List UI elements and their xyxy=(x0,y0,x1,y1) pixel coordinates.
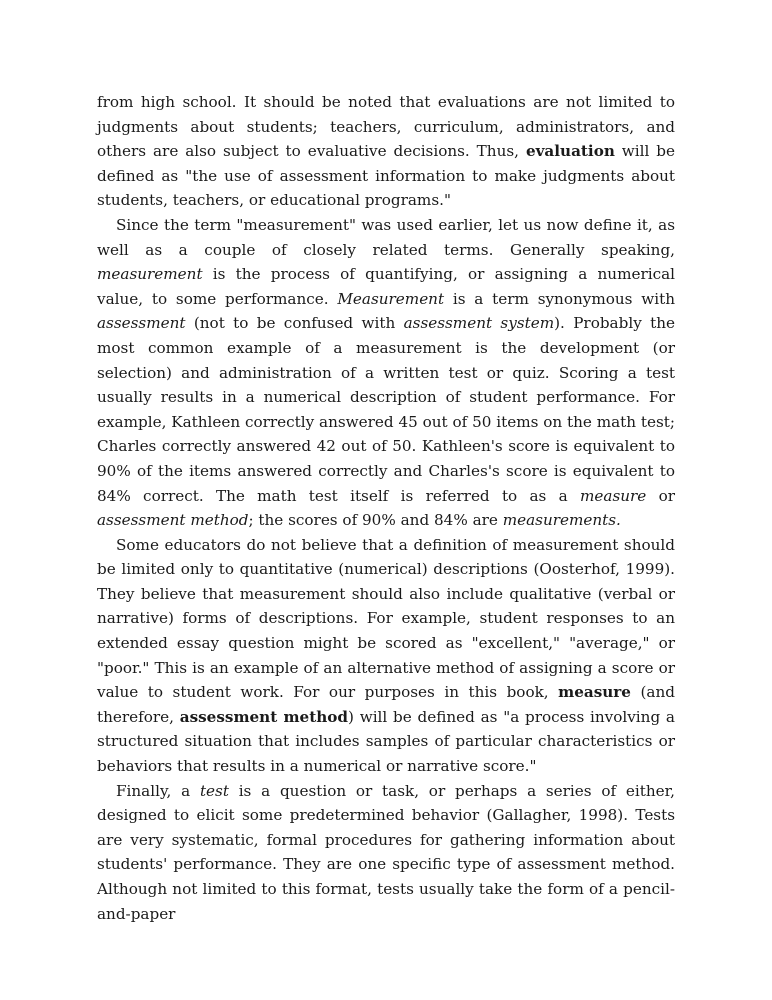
paragraph-evaluation xyxy=(97,90,675,213)
italic-term: assessment xyxy=(97,314,186,333)
text-run: ) will be defined as "a process involving a structured situation that includes samples of particular characteristics or behaviors that results in a numerical or narrative score." xyxy=(97,707,675,776)
bold-term: assessment method xyxy=(179,707,348,726)
italic-term: measurements. xyxy=(502,511,621,530)
paragraph-qualitative xyxy=(97,533,675,779)
text-run: (and therefore, xyxy=(97,683,675,726)
text-run: (not to be confused with xyxy=(185,314,404,333)
text-run: Since the term "measurement" was used earlier, let us now define it, as well as a couple of closely related terms. Generally speaking, xyxy=(97,215,675,259)
italic-term: assessment method xyxy=(97,511,249,530)
bold-term: measure xyxy=(558,683,631,702)
document-page xyxy=(97,90,675,926)
text-run: is a question or task, or perhaps a series of either, designed to elicit some predetermined behavior (Gallagher, 1998). Tests are very systematic, formal procedures for gathering information about students' performance. They are one specific type of assessment method. Although not limited to this format, tests usually take the form of a pencil-and-paper xyxy=(97,781,676,923)
text-run: ; the scores of 90% and 84% are xyxy=(248,511,503,530)
italic-term: Measurement xyxy=(337,289,445,308)
text-run: Some educators do not believe that a definition of measurement should be limited only to quantitative (numerical) descriptions (Oosterhof, 1999). They believe that measurement should also include qualitative (verbal or narrative) forms of descriptions. For example, student responses to an extended essay question might be scored as "excellent," "average," or "poor." This is an example of an alternative method of assigning a score or value to student work. For our purposes in this book, xyxy=(97,535,675,702)
bold-term: evaluation xyxy=(525,142,615,161)
text-run: is a term synonymous with xyxy=(444,289,675,308)
paragraph-test xyxy=(97,779,675,927)
italic-term: assessment system xyxy=(403,314,555,333)
text-run: will be defined as "the use of assessment information to make judgments about students, teachers, or educational programs." xyxy=(97,142,676,210)
text-run: ). Probably the most common example of a measurement is the development (or selection) and administration of a written test or quiz. Scoring a test usually results in a numerical description of student performance. For example, Kathleen correctly answered 45 out of 50 items on the math test; Charles correctly answered 42 out of 50. Kathleen's score is equivalent to 90% of the items answered correctly and Charles's score is equivalent to 84% correct. The math test itself is referred to as a xyxy=(97,314,675,505)
italic-term: test xyxy=(199,781,229,800)
text-run: or xyxy=(646,486,676,505)
text-run: from high school. It should be noted that evaluations are not limited to judgments about students; teachers, curriculum, administrators, and others are also subject to evaluative decisions. Thus, xyxy=(97,93,675,161)
paragraph-measurement xyxy=(97,213,675,533)
text-run: Finally, a xyxy=(116,781,200,800)
italic-term: measure xyxy=(580,486,647,505)
text-run: is the process of quantifying, or assigning a numerical value, to some performance. xyxy=(97,265,675,308)
italic-term: measurement xyxy=(97,265,203,284)
